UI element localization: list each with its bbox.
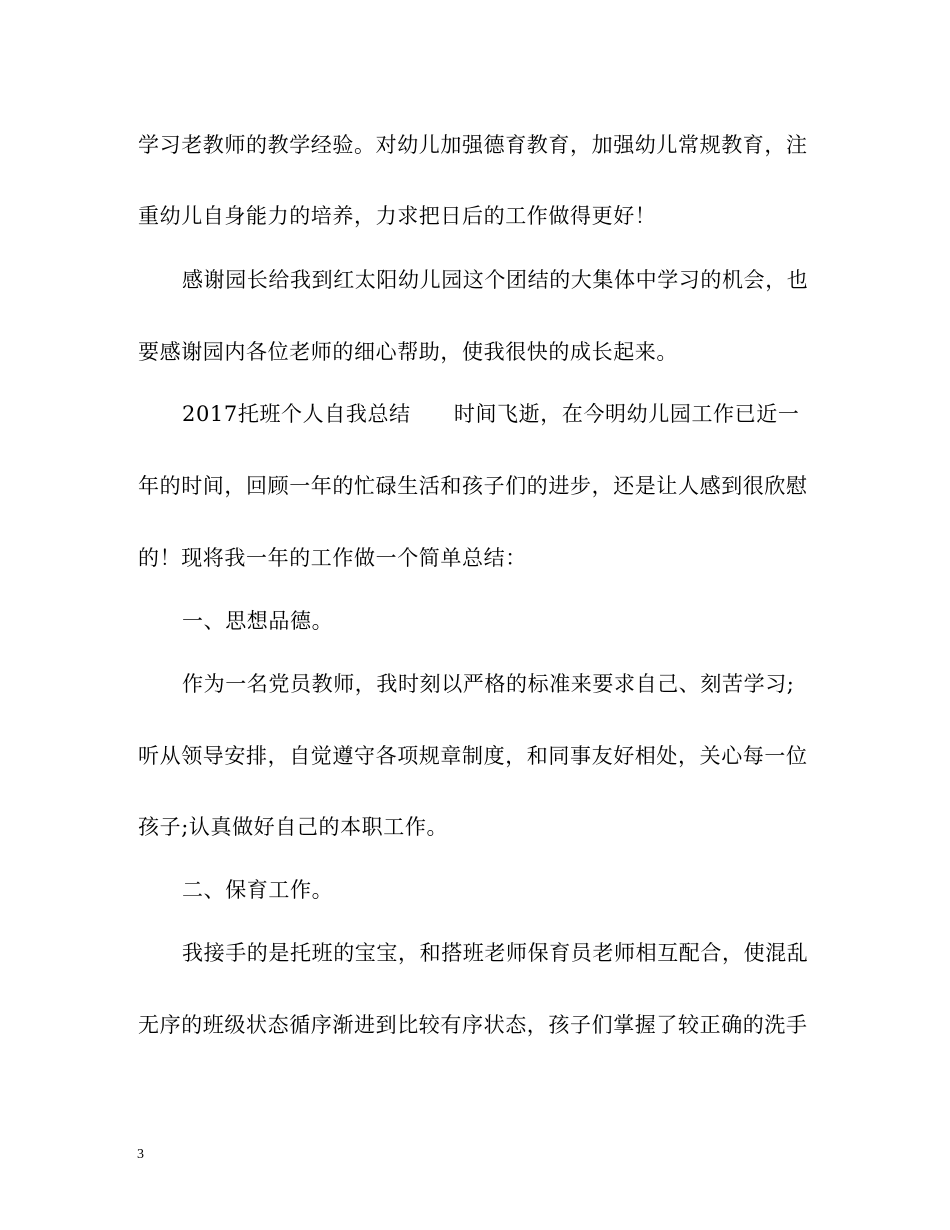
text-line: 学习老教师的教学经验。对幼儿加强德育教育，加强幼儿常规教育，注 (138, 133, 808, 157)
text-line: 孩子;认真做好自己的本职工作。 (138, 815, 449, 839)
paragraph-start-line: 2017托班个人自我总结 时间飞逝，在今明幼儿园工作已近一 (182, 402, 800, 426)
paragraph-start-line: 作为一名党员教师，我时刻以严格的标准来要求自己、刻苦学习; (182, 672, 795, 696)
paragraph-start-line: 感谢园长给我到红太阳幼儿园这个团结的大集体中学习的机会，也 (182, 268, 809, 292)
section-heading: 一、思想品德。 (182, 609, 334, 633)
text-line: 年的时间，回顾一年的忙碌生活和孩子们的进步，还是让人感到很欣慰 (138, 474, 808, 498)
text-line: 听从领导安排，自觉遵守各项规章制度，和同事友好相处，关心每一位 (138, 744, 808, 768)
text-line: 要感谢园内各位老师的细心帮助，使我很快的成长起来。 (138, 340, 678, 364)
section-heading: 二、保育工作。 (182, 878, 334, 902)
text-line: 的！现将我一年的工作做一个简单总结： (138, 546, 527, 570)
text-line: 无序的班级状态循序渐进到比较有序状态，孩子们掌握了较正确的洗手 (138, 1013, 808, 1037)
page-number: 3 (137, 1147, 144, 1162)
paragraph-start-line: 我接手的是托班的宝宝，和搭班老师保育员老师相互配合，使混乱 (182, 941, 809, 965)
text-line: 重幼儿自身能力的培养，力求把日后的工作做得更好！ (138, 204, 657, 228)
